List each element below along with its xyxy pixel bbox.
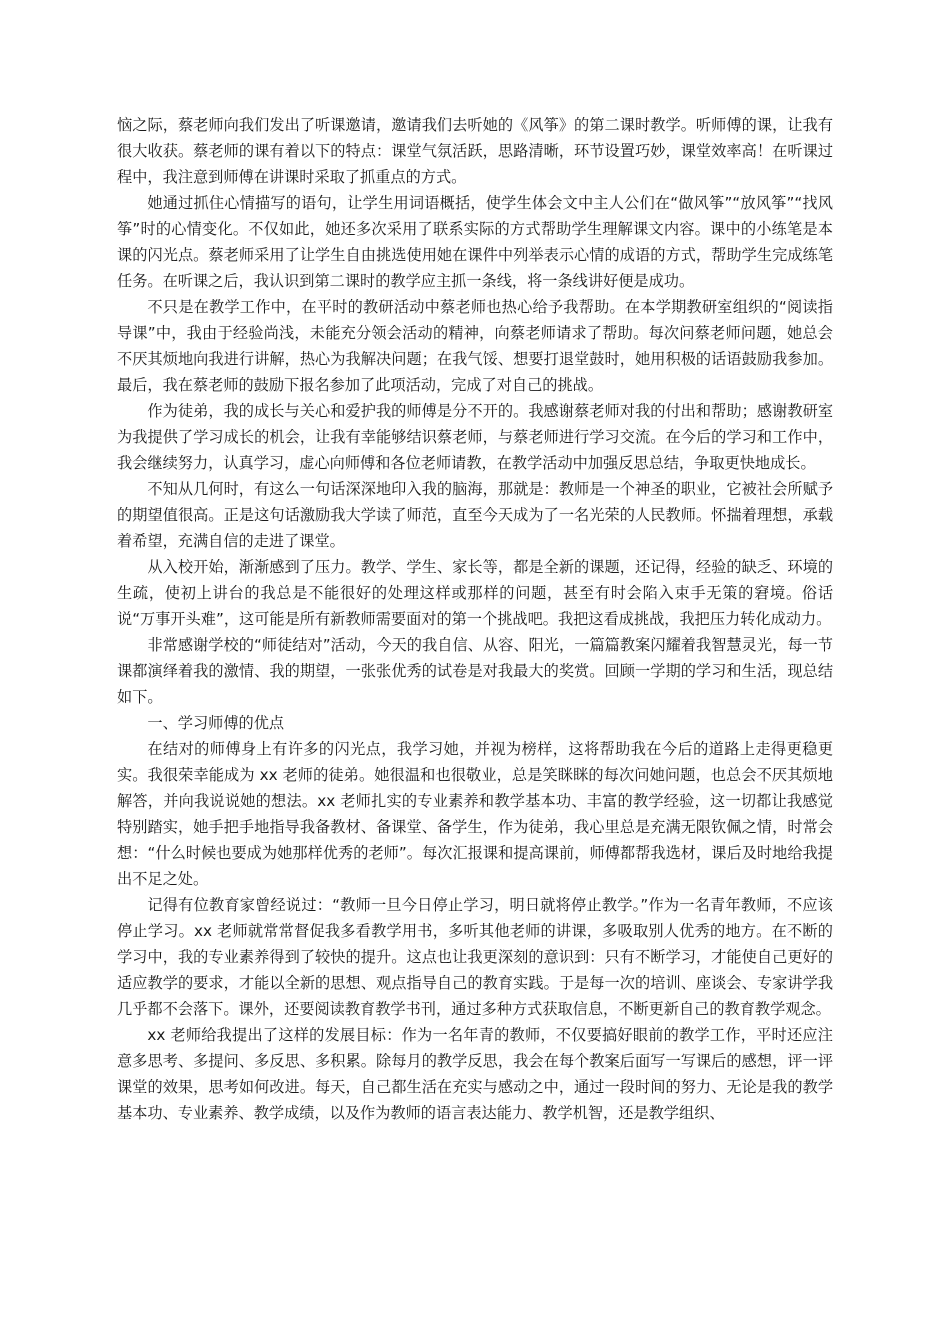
paragraph-mentor-program: 非常感谢学校的“师徒结对”活动，今天的我自信、从容、阳光，一篇篇教案闪耀着我智慧灵光，每一节课都演绎着我的激情、我的期望，一张张优秀的试卷是对我最大的奖赏。回顾一学期的学习和生活，现总结如下。	[117, 636, 833, 706]
paragraph-keep-learning: 记得有位教育家曾经说过：“教师一旦今日停止学习，明日就将停止教学。”作为一名青年教师，不应该停止学习。xx 老师就常常督促我多看教学用书，多听其他老师的讲课，多吸取别人优秀的地方。在不断的学习中，我的专业素养得到了较快的提升。这点也让我更深刻的意识到：只有不断学习，才能使自己更好的适应教学的要求，才能以全新的思想、观点指导自己的教育实践。于是每一次的培训、座谈会、专家讲学我几乎都不会落下。课外，还要阅读教育教学书刊，通过多种方式获取信息，不断更新自己的教育教学观念。	[117, 896, 833, 1018]
paragraph-lesson-method: 她通过抓住心情描写的语句，让学生用词语概括，使学生体会文中主人公们在“做风筝”“放风筝”“找风筝”时的心情变化。不仅如此，她还多次采用了联系实际的方式帮助学生理解课文内容。课中的小练笔是本课的闪光点。蔡老师采用了让学生自由挑选使用她在课件中列举表示心情的成语的方式，帮助学生完成练笔任务。在听课之后，我认识到第二课时的教学应主抓一条线，将一条线讲好便是成功。	[117, 194, 833, 290]
paragraph-mentor-strengths: 在结对的师傅身上有许多的闪光点，我学习她，并视为榜样，这将帮助我在今后的道路上走得更稳更实。我很荣幸能成为 xx 老师的徒弟。她很温和也很敬业，总是笑眯眯的每次问她问题，也总会不厌其烦地解答，并向我说说她的想法。xx 老师扎实的专业素养和教学基本功、丰富的教学经验，这一切都让我感觉特别踏实，她手把手地指导我备教材、备课堂、备学生，作为徒弟，我心里总是充满无限钦佩之情，时常会想：“什么时候也要成为她那样优秀的老师”。每次汇报课和提高课前，师傅都帮我选材，课后及时地给我提出不足之处。	[117, 740, 833, 888]
paragraph-gratitude: 作为徒弟，我的成长与关心和爱护我的师傅是分不开的。我感谢蔡老师对我的付出和帮助；感谢教研室为我提供了学习成长的机会，让我有幸能够结识蔡老师，与蔡老师进行学习交流。在今后的学习和工作中，我会继续努力，认真学习，虚心向师傅和各位老师请教，在教学活动中加强反思总结，争取更快地成长。	[117, 402, 833, 472]
document-page	[117, 112, 833, 1126]
paragraph-pressure: 从入校开始，渐渐感到了压力。教学、学生、家长等，都是全新的课题，还记得，经验的缺乏、环境的生疏，使初上讲台的我总是不能很好的处理这样或那样的问题，甚至有时会陷入束手无策的窘境。俗话说“万事开头难”，这可能是所有新教师需要面对的第一个挑战吧。我把这看成挑战，我把压力转化成动力。	[117, 558, 833, 628]
paragraph-continuation: 恼之际，蔡老师向我们发出了听课邀请，邀请我们去听她的《风筝》的第二课时教学。听师傅的课，让我有很大收获。蔡老师的课有着以下的特点：课堂气氛活跃，思路清晰，环节设置巧妙，课堂效率高！在听课过程中，我注意到师傅在讲课时采取了抓重点的方式。	[117, 116, 833, 186]
paragraph-development-goals: xx 老师给我提出了这样的发展目标：作为一名年青的教师，不仅要搞好眼前的教学工作，平时还应注意多思考、多提问、多反思、多积累。除每月的教学反思，我会在每个教案后面写一写课后的感想，评一评课堂的效果，思考如何改进。每天，自己都生活在充实与感动之中，通过一段时间的努力、无论是我的教学基本功、专业素养、教学成绩，以及作为教师的语言表达能力、教学机智，还是教学组织、	[117, 1026, 833, 1122]
paragraph-teacher-calling: 不知从几何时，有这么一句话深深地印入我的脑海，那就是：教师是一个神圣的职业，它被社会所赋予的期望值很高。正是这句话激励我大学读了师范，直至今天成为了一名光荣的人民教师。怀揣着理想，承载着希望，充满自信的走进了课堂。	[117, 480, 833, 550]
paragraph-research-help: 不只是在教学工作中，在平时的教研活动中蔡老师也热心给予我帮助。在本学期教研室组织的“阅读指导课”中，我由于经验尚浅，未能充分领会活动的精神，向蔡老师请求了帮助。每次问蔡老师问题，她总会不厌其烦地向我进行讲解，热心为我解决问题；在我气馁、想要打退堂鼓时，她用积极的话语鼓励我参加。最后，我在蔡老师的鼓励下报名参加了此项活动，完成了对自己的挑战。	[117, 298, 833, 394]
section-heading: 一、学习师傅的优点	[147, 714, 285, 732]
